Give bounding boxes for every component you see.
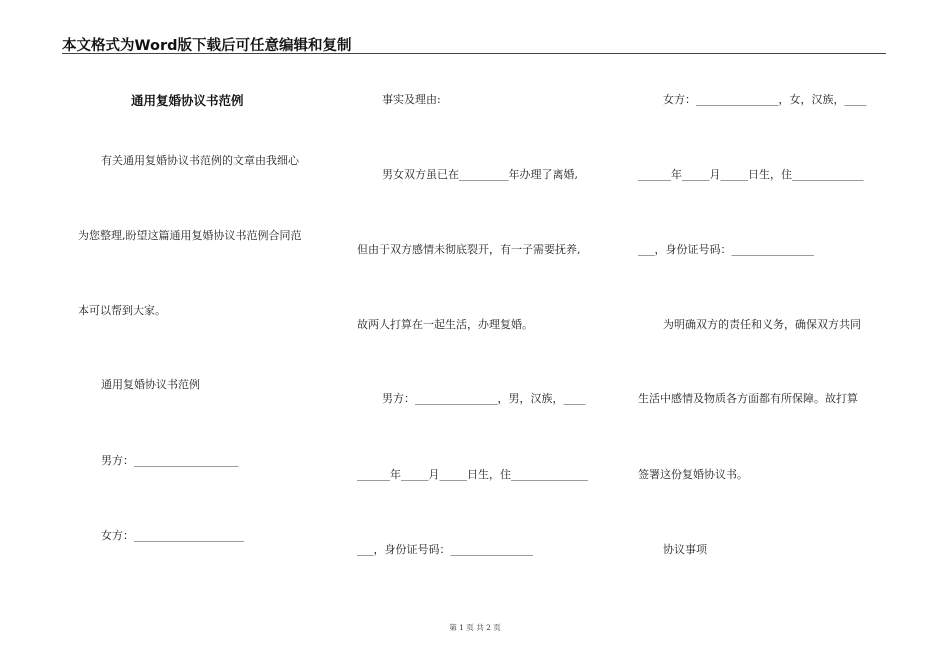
facts-heading: 事实及理由:: [382, 93, 441, 106]
paragraph-line: 签署这份复婚协议书。: [638, 468, 748, 481]
paragraph-line: 有关通用复婚协议书范例的文章由我细心: [101, 154, 299, 167]
paragraph-line: 为明确双方的责任和义务，确保双方共同: [663, 318, 861, 331]
paragraph-line: 生活中感情及物质各方面都有所保障。故打算: [638, 392, 858, 405]
paragraph-line: 男女双方虽已在_________年办理了离婚,: [382, 168, 578, 181]
paragraph-line: 但由于双方感情未彻底裂开，有一子需要抚养,: [357, 243, 581, 256]
paragraph-line: 本可以帮到大家。: [78, 304, 166, 317]
wife-field: 女方：____________________: [101, 529, 244, 542]
document-header-title: 本文格式为Word版下载后可任意编辑和复制: [62, 38, 352, 54]
wife-birth-line: ______年_____月_____日生，住_____________: [638, 168, 864, 181]
document-title: 通用复婚协议书范例: [131, 93, 244, 108]
paragraph-line: 为您整理,盼望这篇通用复婚协议书范例合同范: [78, 229, 302, 242]
husband-field: 男方：___________________: [101, 454, 239, 467]
agreement-items-heading: 协议事项: [663, 543, 707, 556]
section-heading: 通用复婚协议书范例: [101, 378, 200, 391]
wife-id-line: ___，身份证号码：_______________: [638, 243, 814, 256]
wife-info-line: 女方：_______________，女，汉族，____: [663, 93, 867, 106]
paragraph-line: 故两人打算在一起生活，办理复婚。: [357, 318, 533, 331]
page-number: 第 1 页 共 2 页: [449, 623, 501, 632]
husband-id-line: ___，身份证号码：_______________: [357, 543, 533, 556]
husband-info-line: 男方：_______________，男，汉族，____: [382, 392, 586, 405]
header-divider: [62, 53, 886, 54]
husband-birth-line: ______年_____月_____日生，住______________: [357, 468, 588, 481]
